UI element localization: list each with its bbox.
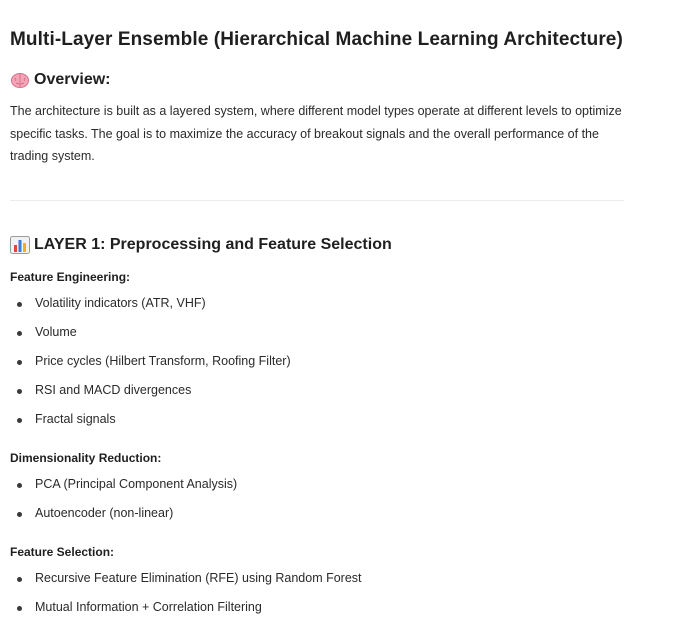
bullet-icon — [17, 577, 22, 582]
bullet-icon — [17, 418, 22, 423]
bullet-icon — [17, 483, 22, 488]
bullet-icon — [17, 606, 22, 611]
list-item: Recursive Feature Elimination (RFE) using Random Forest — [10, 564, 624, 593]
overview-heading-text: Overview: — [34, 71, 111, 88]
list-item: Autoencoder (non-linear) — [10, 499, 624, 528]
bullet-icon — [17, 302, 22, 307]
feature-selection-title: Feature Selection: — [10, 544, 115, 559]
section-divider — [10, 200, 624, 201]
feature-selection-list — [10, 564, 624, 622]
page-title: Multi-Layer Ensemble (Hierarchical Machine Learning Architecture) — [10, 29, 623, 50]
layer1-heading — [10, 234, 624, 256]
overview-heading — [10, 69, 624, 91]
overview-paragraph: The architecture is built as a layered system, where different model types operate at different levels to optimize specific tasks. The goal is to maximize the accuracy of breakout signals and the overall performance of the trading system. — [10, 104, 622, 163]
list-item: Mutual Information + Correlation Filtering — [10, 593, 624, 622]
list-item: RSI and MACD divergences — [10, 376, 624, 405]
brain-icon — [10, 71, 30, 89]
list-item: Fractal signals — [10, 405, 624, 434]
bullet-icon — [17, 389, 22, 394]
list-item: PCA (Principal Component Analysis) — [10, 470, 624, 499]
dimensionality-reduction-list — [10, 470, 624, 528]
bullet-icon — [17, 360, 22, 365]
list-item: Volume — [10, 318, 624, 347]
list-item: Volatility indicators (ATR, VHF) — [10, 289, 624, 318]
bar-chart-icon — [10, 236, 30, 254]
feature-engineering-list — [10, 289, 624, 434]
bullet-icon — [17, 331, 22, 336]
feature-engineering-title: Feature Engineering: — [10, 269, 131, 284]
list-item: Price cycles (Hilbert Transform, Roofing Filter) — [10, 347, 624, 376]
layer1-heading-text: LAYER 1: Preprocessing and Feature Selection — [34, 235, 392, 253]
bullet-icon — [17, 512, 22, 517]
dimensionality-reduction-title: Dimensionality Reduction: — [10, 450, 162, 465]
